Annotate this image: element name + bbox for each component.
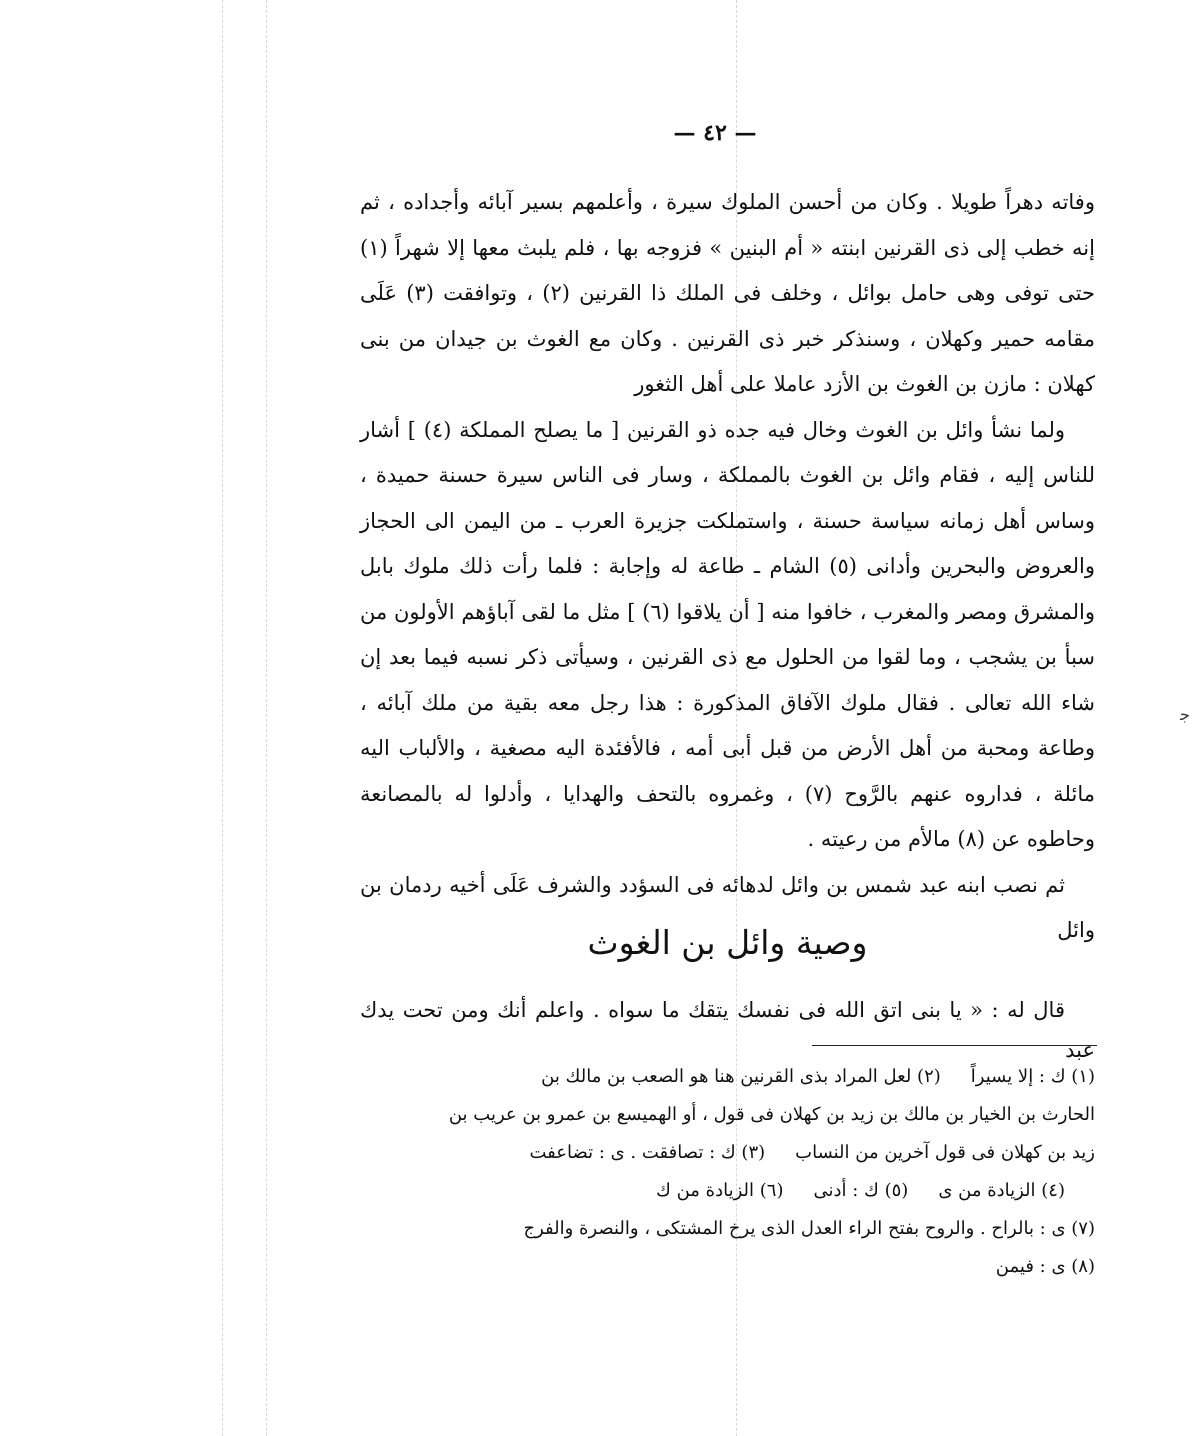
paragraph-2: ولما نشأ وائل بن الغوث وخال فيه جده ذو القرنين [ ما يصلح المملكة (٤) ] أشار للناس إليه ، فقام وائل بن الغوث بالمملكة ، وسار فى الناس سيرة حسنة حميدة ، وساس أهل زمانه سياسة حسنة ، واستملكت جزيرة العرب ـ من اليمن الى الحجاز والعروض والبحرين وأدانى (٥) الشام ـ طاعة له وإجابة : فلما رأت ذلك ملوك بابل والمشرق ومصر والمغرب ، خافوا منه [ أن يلاقوا (٦) ] مثل ما لقى آباؤهم الأولون من سبأ بن يشجب ، وما لقوا من الحلول مع ذى القرنين ، وسيأتى ذكر نسبه فيما بعد إن شاء الله تعالى . فقال ملوك الآفاق المذكورة : هذا رجل معه بقية من ملك آبائه ، وطاعة ومحبة من أهل الأرض من قبل أبى أمه ، فالأفئدة اليه مصغية ، والألباب اليه مائلة ، فداروه عنهم بالرَّوح (٧) ، وغمروه بالتحف والهدايا ، وأدلوا له بالمصانعة وحاطوه عن (٨) مالأم من رعيته . (360, 417, 1096, 851)
main-text-body (360, 180, 1095, 954)
paragraph-3: ثم نصب ابنه عبد شمس بن وائل لدهائه فى السؤدد والشرف عَلَى أخيه ردمان بن وائل (360, 872, 1095, 942)
scan-artifact-line (266, 0, 267, 1436)
footnote-line-2: الحارث بن الخيار بن مالك بن زيد بن كهلان فى قول ، أو الهميسع بن عمرو بن عريب بن (448, 1104, 1095, 1125)
footnote-1: (١) ك : إلا يسيراً (970, 1066, 1095, 1087)
footnote-7: (٧) ى : بالراح . والروح بفتح الراء العدل الذى يرخ المشتكى ، والنصرة والفرج (523, 1218, 1095, 1239)
section-heading: وصية وائل بن الغوث (587, 923, 868, 962)
footnote-8: (٨) ى : فيمن (995, 1256, 1095, 1277)
footnote-2-continuation: زيد بن كهلان فى قول آخرين من النساب (795, 1142, 1095, 1163)
margin-mark: ﺟ (1180, 705, 1190, 724)
footnote-line-1 (360, 1058, 1095, 1096)
section-text: قال له : « يا بنى اتق الله فى نفسك يتقك ما سواه . واعلم أنك ومن تحت يدك عبد (360, 998, 1095, 1062)
footnote-5: (٥) ك : أدنى (813, 1180, 909, 1201)
page-number: — ٤٢ — (673, 120, 757, 146)
footnotes (360, 1058, 1095, 1286)
scan-artifact-line (222, 0, 223, 1436)
footnote-divider (812, 1045, 1097, 1046)
footnote-4: (٤) الزيادة من ى (938, 1180, 1065, 1201)
footnote-6: (٦) الزيادة من ك (656, 1180, 784, 1201)
footnote-2: (٢) لعل المراد بذى القرنين هنا هو الصعب بن مالك بن (541, 1066, 941, 1087)
footnote-line-4 (360, 1172, 1095, 1210)
footnote-3: (٣) ك : تصافقت . ى : تضاعفت (529, 1142, 766, 1163)
paragraph-1: وفاته دهراً طويلا . وكان من أحسن الملوك سيرة ، وأعلمهم بسير آبائه وأجداده ، ثم إنه خطب إلى ذى القرنين ابنته « أم البنين » فزوجه بها ، فلم يلبث معها إلا شهراً (١) حتى توفى وهى حامل بوائل ، وخلف فى الملك ذا القرنين (٢) ، وتوافقت (٣) عَلَى مقامه حمير وكهلان ، وسنذكر خبر ذى القرنين . وكان مع الغوث بن جيدان من بنى كهلان : مازن بن الغوث بن الأزد عاملا على أهل الثغور (360, 190, 1095, 396)
footnote-line-3 (360, 1134, 1095, 1172)
